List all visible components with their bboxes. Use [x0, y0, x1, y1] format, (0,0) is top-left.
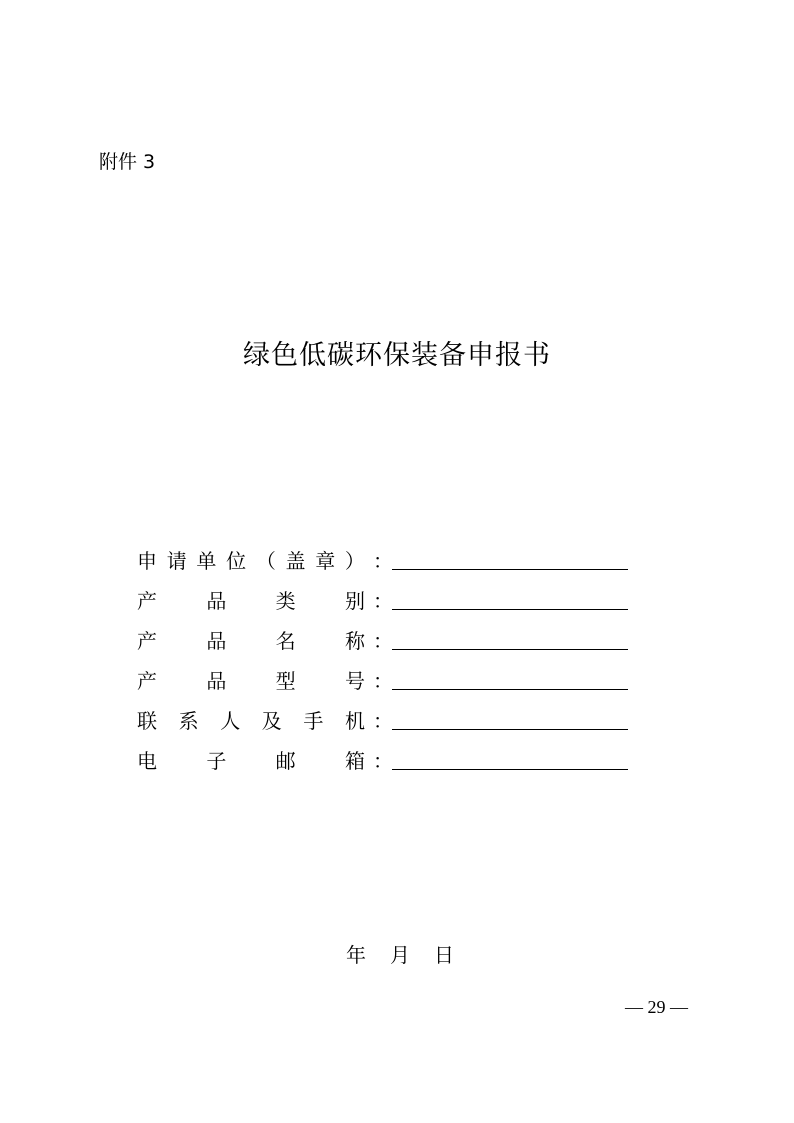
field-row-product-model — [137, 663, 637, 703]
field-row-contact — [137, 703, 637, 743]
field-blank-applicant[interactable] — [392, 569, 628, 570]
page-number: — 29 — — [625, 997, 688, 1017]
field-label-product-category: 产 品 类 别 — [137, 588, 365, 613]
attachment-label: 附件 3 — [99, 151, 156, 173]
document-title: 绿色低碳环保装备申报书 — [243, 340, 551, 371]
field-blank-product-name[interactable] — [392, 649, 628, 650]
field-row-email — [137, 743, 637, 783]
date-line — [346, 941, 454, 969]
field-label-product-model: 产 品 型 号 — [137, 668, 365, 693]
field-blank-product-category[interactable] — [392, 609, 628, 610]
date-year: 年 — [346, 943, 366, 967]
field-label-contact: 联 系 人 及 手 机 — [137, 708, 365, 733]
field-colon: ： — [373, 708, 393, 733]
field-blank-product-model[interactable] — [392, 689, 628, 690]
date-day: 日 — [434, 943, 454, 967]
field-colon: ： — [373, 748, 393, 773]
field-label-product-name: 产 品 名 称 — [137, 628, 365, 653]
field-colon: ： — [373, 628, 393, 653]
field-row-product-category — [137, 583, 637, 623]
application-fields — [137, 543, 637, 783]
field-blank-email[interactable] — [392, 769, 628, 770]
field-colon: ： — [373, 668, 393, 693]
field-label-applicant: 申 请 单 位 （ 盖 章 ） — [137, 548, 365, 573]
date-month: 月 — [390, 943, 410, 967]
field-colon: ： — [373, 548, 393, 573]
field-row-product-name — [137, 623, 637, 663]
field-colon: ： — [373, 588, 393, 613]
field-blank-contact[interactable] — [392, 729, 628, 730]
field-row-applicant — [137, 543, 637, 583]
field-label-email: 电 子 邮 箱 — [137, 748, 365, 773]
